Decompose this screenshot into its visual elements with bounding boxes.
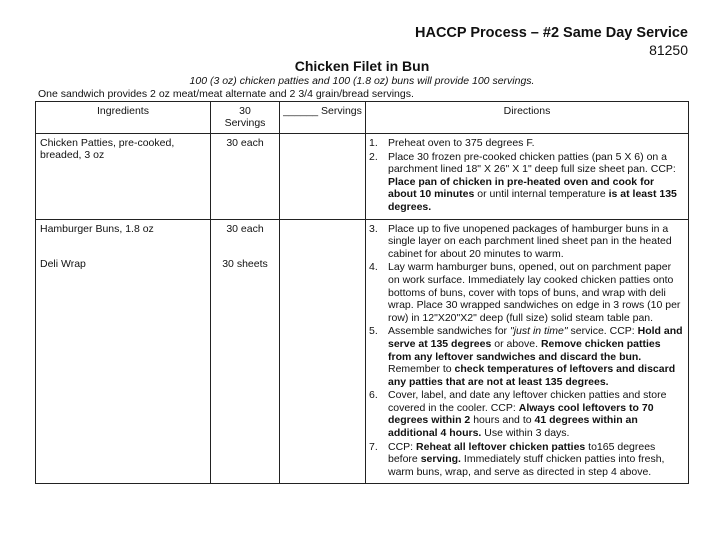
qty-cell <box>211 134 280 220</box>
ingredient-name: Chicken Patties, pre-cooked, breaded, 3 oz <box>40 137 175 161</box>
step-text-segment: Always cool leftovers to 70 degrees within 2 <box>388 401 654 427</box>
header-30-servings-label: Servings <box>224 117 266 129</box>
direction-step <box>366 223 684 261</box>
document-title: HACCP Process – #2 Same Day Service <box>415 25 688 41</box>
step-text-segment: Lay warm hamburger buns, opened, out on parchment paper on work surface. Immediately lay cooked chicken patties onto bottoms of buns, cover with tops of buns, and wrap with deli wrap. Place 30 wrapped sandwiches on edge in 3 rows (10 per row) in 12"X20"X2" deep (full size) solid steam table pan. <box>388 261 681 324</box>
recipe-code: 81250 <box>649 42 688 58</box>
step-text-segment: Remember to <box>388 363 455 376</box>
ingredient-qty: 30 each <box>226 222 264 235</box>
meal-contribution: One sandwich provides 2 oz meat/meat alternate and 2 3/4 grain/bread servings. <box>38 88 414 100</box>
step-text-segment: hours and to <box>470 414 535 427</box>
header-custom-servings: ______ Servings <box>280 102 366 134</box>
direction-step <box>366 261 684 324</box>
header-directions: Directions <box>366 102 688 134</box>
step-text <box>388 441 684 479</box>
recipe-table <box>35 101 689 484</box>
step-text-segment: or above. <box>491 337 541 350</box>
step-text-segment: Use within 3 days. <box>481 427 570 440</box>
step-number: 6. <box>369 389 378 402</box>
step-text-segment: Reheat all leftover chicken patties <box>416 440 586 453</box>
recipe-title: Chicken Filet in Bun <box>294 58 430 74</box>
directions-steps-group-2 <box>366 220 688 484</box>
step-text-segment: serving. <box>420 453 461 466</box>
recipe-yield: 100 (3 oz) chicken patties and 100 (1.8 oz) buns will provide 100 servings. <box>189 75 535 87</box>
step-text <box>388 389 684 439</box>
ingredient-cell <box>36 134 211 220</box>
step-text-segment: Place pan of chicken in pre-heated oven and cook for about 10 minutes <box>388 175 655 201</box>
header-ingredients: Ingredients <box>36 102 211 134</box>
step-text-segment: Place up to five unopened packages of hamburger buns in a single layer on each parchment lined sheet pan in the heated cabinet for about 20 minutes to warm. <box>388 222 672 260</box>
ingredient-name: Deli Wrap <box>40 257 86 270</box>
header-30-servings <box>211 102 280 134</box>
step-text-segment: Immediately stuff chicken patties into fresh, warm buns, wrap, and serve as directed in step 4 above. <box>388 453 665 478</box>
step-text <box>388 325 684 388</box>
direction-step <box>366 441 684 479</box>
step-number: 5. <box>369 325 378 338</box>
custom-qty-cell <box>280 134 366 220</box>
direction-step <box>366 137 684 150</box>
step-text-segment: check temperatures of leftovers and discard any patties that are not at least 135 degrees. <box>388 363 676 388</box>
step-text-segment: service. CCP: <box>567 325 638 338</box>
step-text <box>388 261 684 324</box>
direction-step <box>366 325 684 388</box>
ingredient-qty: 30 each <box>226 137 264 149</box>
step-text-segment: Remove chicken patties from any leftover sandwiches and discard the bun. <box>388 337 661 363</box>
direction-step <box>366 151 684 214</box>
step-text-segment: or until internal temperature <box>474 188 609 201</box>
step-number: 4. <box>369 261 378 274</box>
step-text-segment: to165 degrees before <box>388 440 656 466</box>
step-text-segment: "just in time" <box>509 325 568 338</box>
step-text <box>388 223 684 261</box>
direction-step <box>366 389 684 439</box>
step-text-segment: Cover, label, and date any leftover chicken patties and store covered in the cooler. CCP: <box>388 389 667 414</box>
step-text <box>388 151 684 214</box>
step-text-segment: Assemble sandwiches for <box>388 325 510 338</box>
step-number: 1. <box>369 137 378 149</box>
step-text-segment: is at least 135 degrees. <box>388 188 677 213</box>
step-text-segment: Place 30 frozen pre-cooked chicken patties (pan 5 X 6) on a parchment lined 18" X 26" X 1" deep full size sheet pan. CCP: <box>388 150 676 176</box>
ingredient-cell <box>36 220 211 484</box>
step-text-segment: Hold and serve at 135 degrees <box>388 325 683 350</box>
qty-cell <box>211 220 280 484</box>
directions-steps-group-1 <box>366 134 688 220</box>
step-text-segment: CCP: <box>388 440 417 453</box>
header-30-servings-number: 30 <box>239 105 251 117</box>
ingredient-qty: 30 sheets <box>222 257 268 270</box>
step-text-segment: 41 degrees within an additional 4 hours. <box>388 414 638 440</box>
custom-qty-cell <box>280 220 366 484</box>
step-number: 3. <box>369 222 378 235</box>
step-text-segment: Preheat oven to 375 degrees F. <box>388 137 535 149</box>
step-number: 7. <box>369 440 378 453</box>
ingredient-name: Hamburger Buns, 1.8 oz <box>40 222 154 235</box>
step-text <box>388 137 684 150</box>
step-number: 2. <box>369 150 378 163</box>
